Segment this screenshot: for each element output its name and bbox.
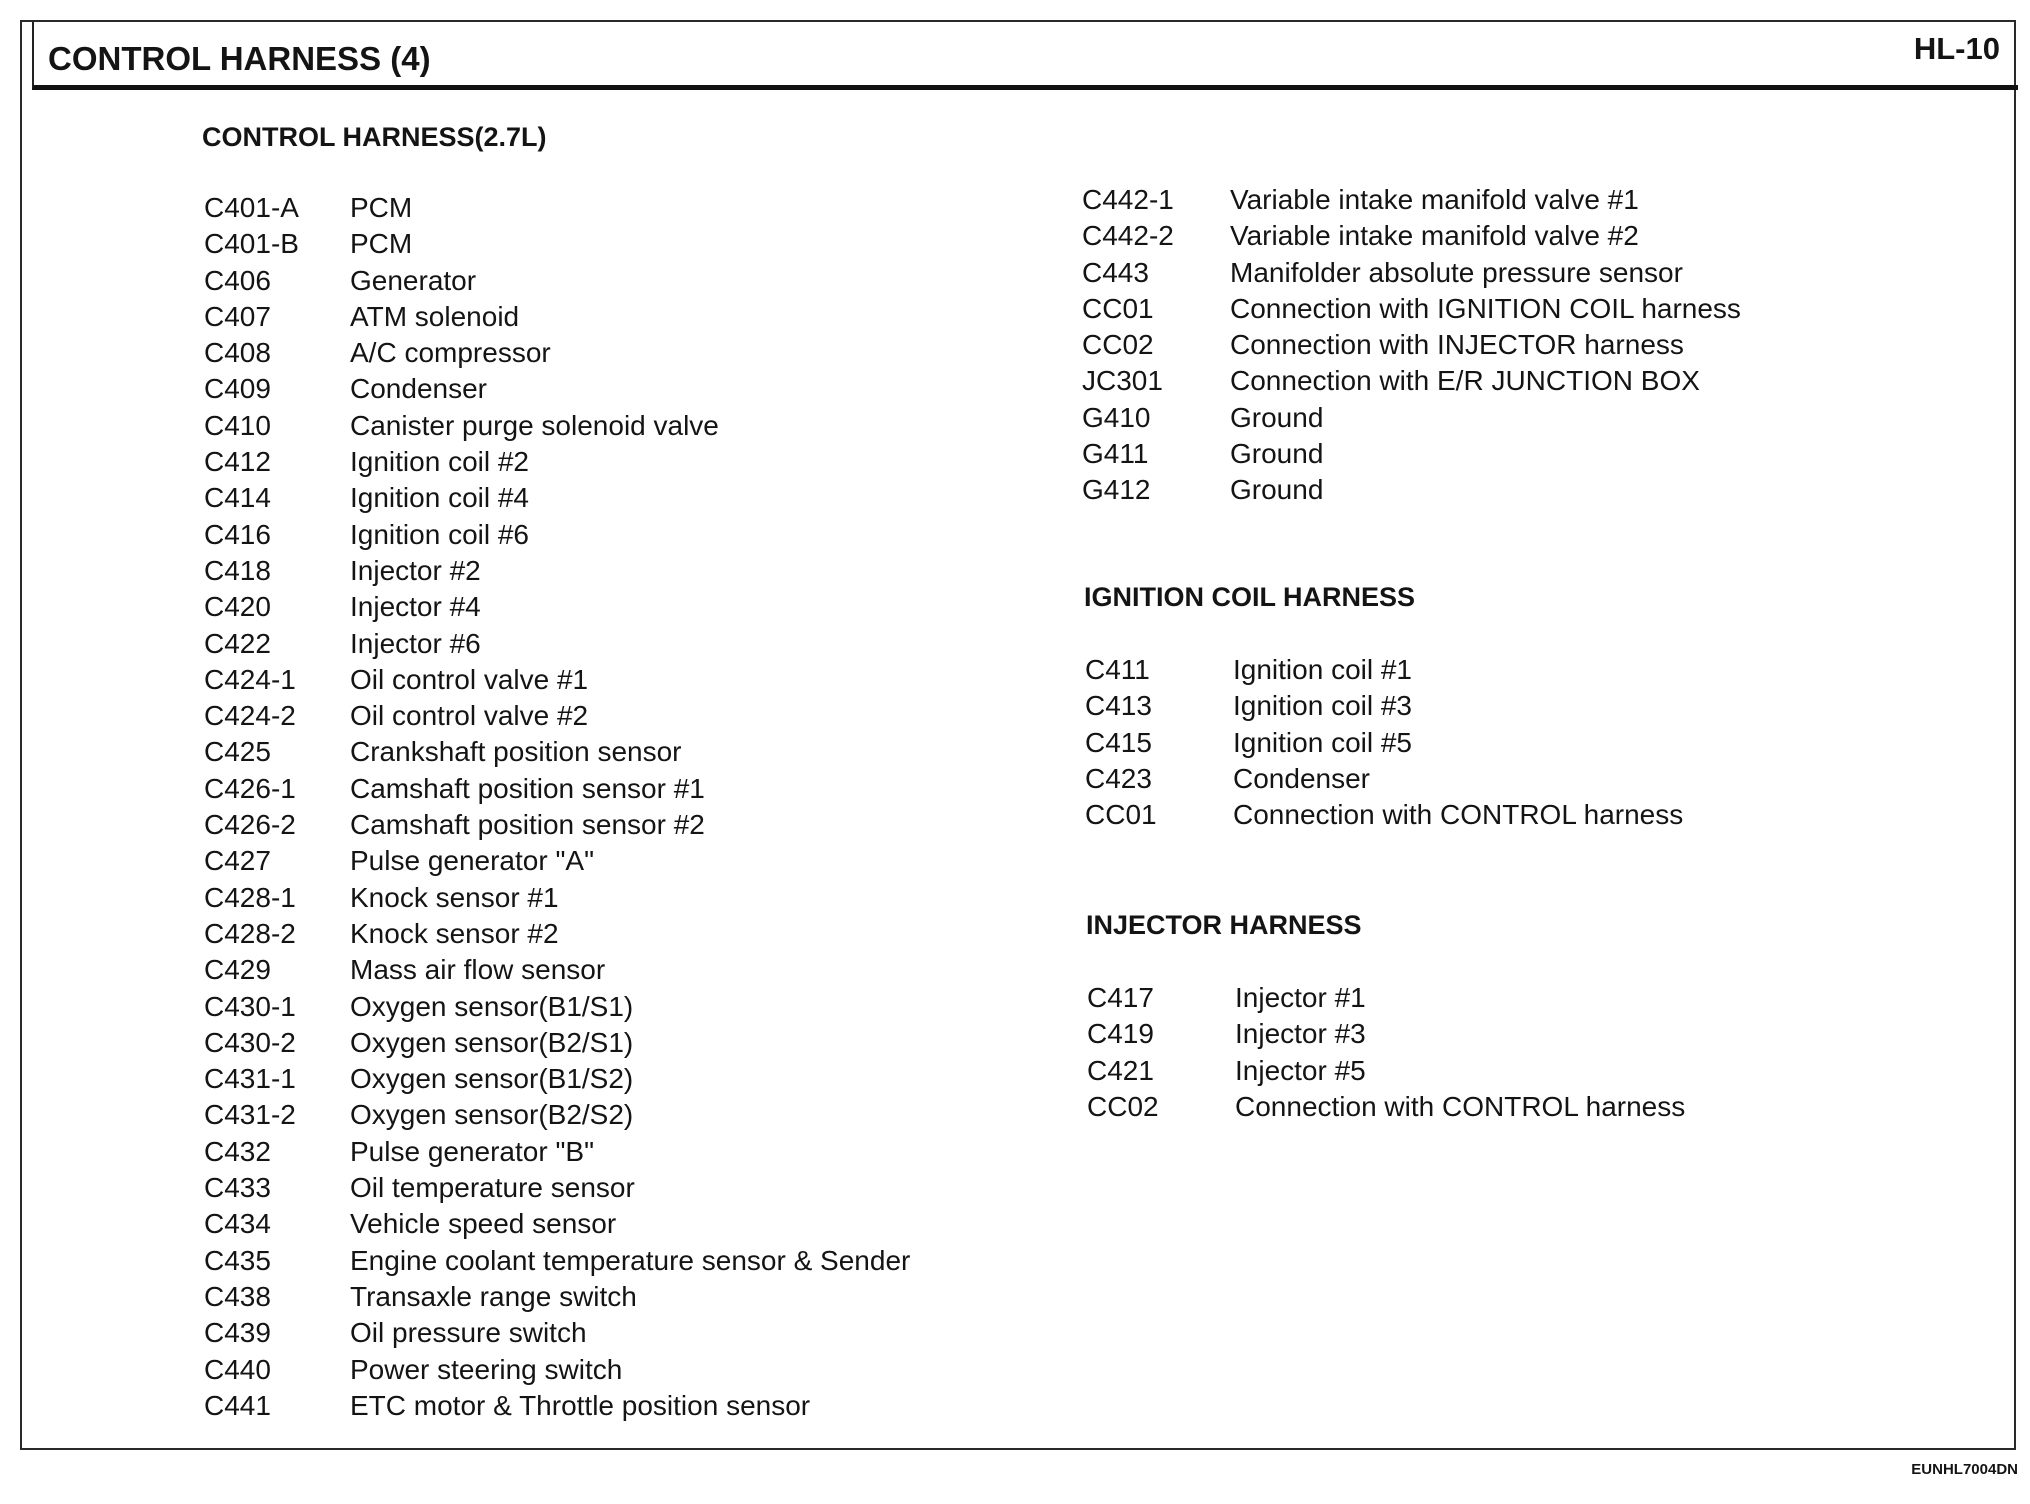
connector-code: G410 [1082, 401, 1151, 433]
connector-description: Transaxle range switch [350, 1280, 637, 1312]
connector-code: C426-2 [204, 809, 296, 841]
connector-row [1082, 472, 1962, 508]
connector-code: C434 [204, 1208, 271, 1240]
connector-code: C417 [1087, 982, 1154, 1013]
connector-row [1087, 1053, 1967, 1089]
control-harness-list-right [1082, 182, 1962, 509]
connector-code: C407 [204, 300, 271, 332]
connector-description: Pulse generator "A" [350, 845, 595, 877]
connector-description: Ground [1230, 474, 1324, 506]
connector-code: C428-2 [204, 917, 296, 949]
connector-row [204, 480, 964, 516]
connector-code: C424-2 [204, 700, 296, 732]
connector-row [204, 1315, 964, 1351]
connector-description: Oxygen sensor(B1/S2) [350, 1063, 634, 1095]
connector-code: C442-1 [1082, 184, 1174, 215]
connector-row [204, 226, 964, 262]
connector-code: C439 [204, 1317, 271, 1349]
connector-description: ATM solenoid [350, 300, 520, 332]
connector-row [1085, 761, 1965, 797]
page-title: CONTROL HARNESS (4) [48, 40, 431, 77]
connector-code: C421 [1087, 1054, 1154, 1086]
connector-description: A/C compressor [350, 337, 551, 369]
connector-description: Ignition coil #5 [1233, 726, 1413, 758]
connector-description: Camshaft position sensor #2 [350, 809, 705, 841]
connector-description: Injector #4 [350, 591, 481, 623]
connector-description: Condenser [1233, 762, 1370, 794]
connector-description: Pulse generator "B" [350, 1135, 595, 1167]
connector-code: C420 [204, 591, 271, 623]
connector-row [204, 408, 964, 444]
connector-row [1082, 400, 1962, 436]
connector-row [204, 1352, 964, 1388]
connector-description: Oxygen sensor(B1/S1) [350, 990, 634, 1022]
page-code: HL-10 [1913, 31, 2000, 66]
connector-row [204, 1206, 964, 1242]
connector-code: C427 [204, 845, 271, 877]
connector-code: CC01 [1082, 292, 1154, 324]
connector-description: Generator [350, 264, 477, 296]
connector-description: Injector #2 [350, 554, 481, 586]
connector-description: Connection with CONTROL harness [1233, 799, 1684, 831]
page-header [32, 22, 2018, 90]
connector-code: CC02 [1082, 329, 1154, 361]
connector-row [204, 263, 964, 299]
connector-code: C433 [204, 1172, 271, 1204]
connector-row [204, 1134, 964, 1170]
connector-description: Ground [1230, 438, 1324, 470]
connector-row [204, 1388, 964, 1424]
connector-code: C435 [204, 1244, 271, 1276]
connector-row [204, 517, 964, 553]
connector-code: C424-1 [204, 663, 296, 695]
connector-description: Connection with INJECTOR harness [1230, 329, 1684, 361]
connector-row [1085, 725, 1965, 761]
connector-code: C432 [204, 1135, 271, 1167]
connector-row [1087, 1089, 1967, 1125]
connector-row [204, 916, 964, 952]
connector-description: Manifolder absolute pressure sensor [1230, 256, 1683, 288]
connector-row [1085, 652, 1965, 688]
connector-row [1082, 218, 1962, 254]
connector-row [204, 553, 964, 589]
connector-code: C431-2 [204, 1099, 296, 1131]
connector-row [204, 952, 964, 988]
connector-description: Injector #5 [1235, 1054, 1366, 1086]
connector-description: Variable intake manifold valve #1 [1230, 184, 1639, 215]
connector-row [204, 1061, 964, 1097]
connector-description: ETC motor & Throttle position sensor [350, 1389, 811, 1421]
connector-row [204, 662, 964, 698]
connector-description: Mass air flow sensor [350, 954, 606, 986]
connector-row [204, 299, 964, 335]
connector-description: Ground [1230, 401, 1324, 433]
figure-code: EUNHL7004DN [1911, 1461, 2018, 1478]
connector-code: C416 [204, 518, 271, 550]
connector-code: C401-A [204, 192, 299, 223]
connector-code: C428-1 [204, 881, 296, 913]
connector-description: Connection with E/R JUNCTION BOX [1230, 365, 1700, 397]
connector-description: Connection with CONTROL harness [1235, 1090, 1686, 1122]
connector-row [204, 589, 964, 625]
connector-code: C429 [204, 954, 271, 986]
connector-code: C431-1 [204, 1063, 296, 1095]
connector-row [1082, 255, 1962, 291]
connector-code: G412 [1082, 474, 1151, 506]
connector-code: C422 [204, 627, 271, 659]
connector-row [204, 1025, 964, 1061]
connector-description: Oil temperature sensor [350, 1172, 635, 1204]
connector-description: Ignition coil #3 [1233, 690, 1413, 722]
connector-description: PCM [350, 228, 413, 260]
connector-code: JC301 [1082, 365, 1163, 397]
connector-description: Knock sensor #1 [350, 881, 559, 913]
connector-code: C409 [204, 373, 271, 405]
connector-code: C419 [1087, 1018, 1154, 1050]
connector-code: C430-1 [204, 990, 296, 1022]
connector-description: Camshaft position sensor #1 [350, 772, 705, 804]
connector-description: Oxygen sensor(B2/S1) [350, 1026, 634, 1058]
connector-row [204, 698, 964, 734]
connector-description: PCM [350, 192, 413, 223]
connector-code: C430-2 [204, 1026, 296, 1058]
connector-row [204, 989, 964, 1025]
connector-code: C406 [204, 264, 271, 296]
page-frame [20, 20, 2016, 1450]
connector-row [1085, 797, 1965, 833]
injector-harness-list [1087, 980, 1967, 1125]
connector-row [204, 626, 964, 662]
connector-description: Knock sensor #2 [350, 917, 559, 949]
connector-row [204, 843, 964, 879]
connector-description: Variable intake manifold valve #2 [1230, 220, 1639, 252]
connector-row [204, 734, 964, 770]
connector-code: C423 [1085, 762, 1152, 794]
connector-code: C441 [204, 1389, 271, 1421]
connector-description: Condenser [350, 373, 487, 405]
connector-description: Oil control valve #2 [350, 700, 589, 732]
connector-row [1082, 291, 1962, 327]
connector-code: C426-1 [204, 772, 296, 804]
control-harness-list-left [204, 190, 964, 1424]
connector-code: C411 [1085, 654, 1150, 685]
connector-description: Crankshaft position sensor [350, 736, 682, 768]
injector-harness-title: INJECTOR HARNESS [1086, 910, 1362, 940]
connector-description: Injector #1 [1235, 982, 1366, 1013]
connector-row [1082, 363, 1962, 399]
connector-description: Oil control valve #1 [350, 663, 589, 695]
connector-row [1087, 980, 1967, 1016]
connector-code: C401-B [204, 228, 299, 260]
connector-row [204, 807, 964, 843]
connector-row [204, 371, 964, 407]
connector-row [204, 1170, 964, 1206]
connector-description: Ignition coil #2 [350, 446, 530, 478]
connector-row [1085, 688, 1965, 724]
connector-code: C438 [204, 1280, 271, 1312]
connector-row [1087, 1016, 1967, 1052]
connector-code: C418 [204, 554, 271, 586]
connector-row [1082, 182, 1962, 218]
connector-row [204, 190, 964, 226]
connector-code: G411 [1082, 438, 1149, 470]
control-harness-title: CONTROL HARNESS(2.7L) [202, 122, 547, 152]
connector-description: Ignition coil #4 [350, 482, 530, 514]
connector-description: Oil pressure switch [350, 1317, 587, 1349]
connector-description: Power steering switch [350, 1353, 623, 1385]
connector-code: C415 [1085, 726, 1152, 758]
connector-description: Oxygen sensor(B2/S2) [350, 1099, 634, 1131]
connector-row [1082, 436, 1962, 472]
connector-description: Ignition coil #1 [1233, 654, 1413, 685]
connector-description: Vehicle speed sensor [350, 1208, 617, 1240]
connector-code: C412 [204, 446, 271, 478]
ignition-coil-harness-list [1085, 652, 1965, 833]
connector-description: Canister purge solenoid valve [350, 409, 719, 441]
connector-row [204, 1243, 964, 1279]
connector-description: Injector #3 [1235, 1018, 1366, 1050]
connector-code: C410 [204, 409, 271, 441]
connector-code: C440 [204, 1353, 271, 1385]
connector-code: C442-2 [1082, 220, 1174, 252]
connector-code: C414 [204, 482, 271, 514]
connector-row [204, 771, 964, 807]
connector-code: C413 [1085, 690, 1152, 722]
connector-code: CC01 [1085, 799, 1157, 831]
connector-description: Engine coolant temperature sensor & Sender [350, 1244, 911, 1276]
ignition-coil-harness-title: IGNITION COIL HARNESS [1084, 582, 1416, 612]
connector-row [204, 444, 964, 480]
connector-row [204, 335, 964, 371]
connector-code: C408 [204, 337, 271, 369]
connector-description: Injector #6 [350, 627, 481, 659]
connector-row [204, 1279, 964, 1315]
connector-row [204, 880, 964, 916]
connector-code: C425 [204, 736, 271, 768]
connector-description: Ignition coil #6 [350, 518, 530, 550]
connector-code: CC02 [1087, 1090, 1159, 1122]
connector-row [204, 1097, 964, 1133]
connector-code: C443 [1082, 256, 1149, 288]
connector-row [1082, 327, 1962, 363]
connector-description: Connection with IGNITION COIL harness [1230, 292, 1741, 324]
